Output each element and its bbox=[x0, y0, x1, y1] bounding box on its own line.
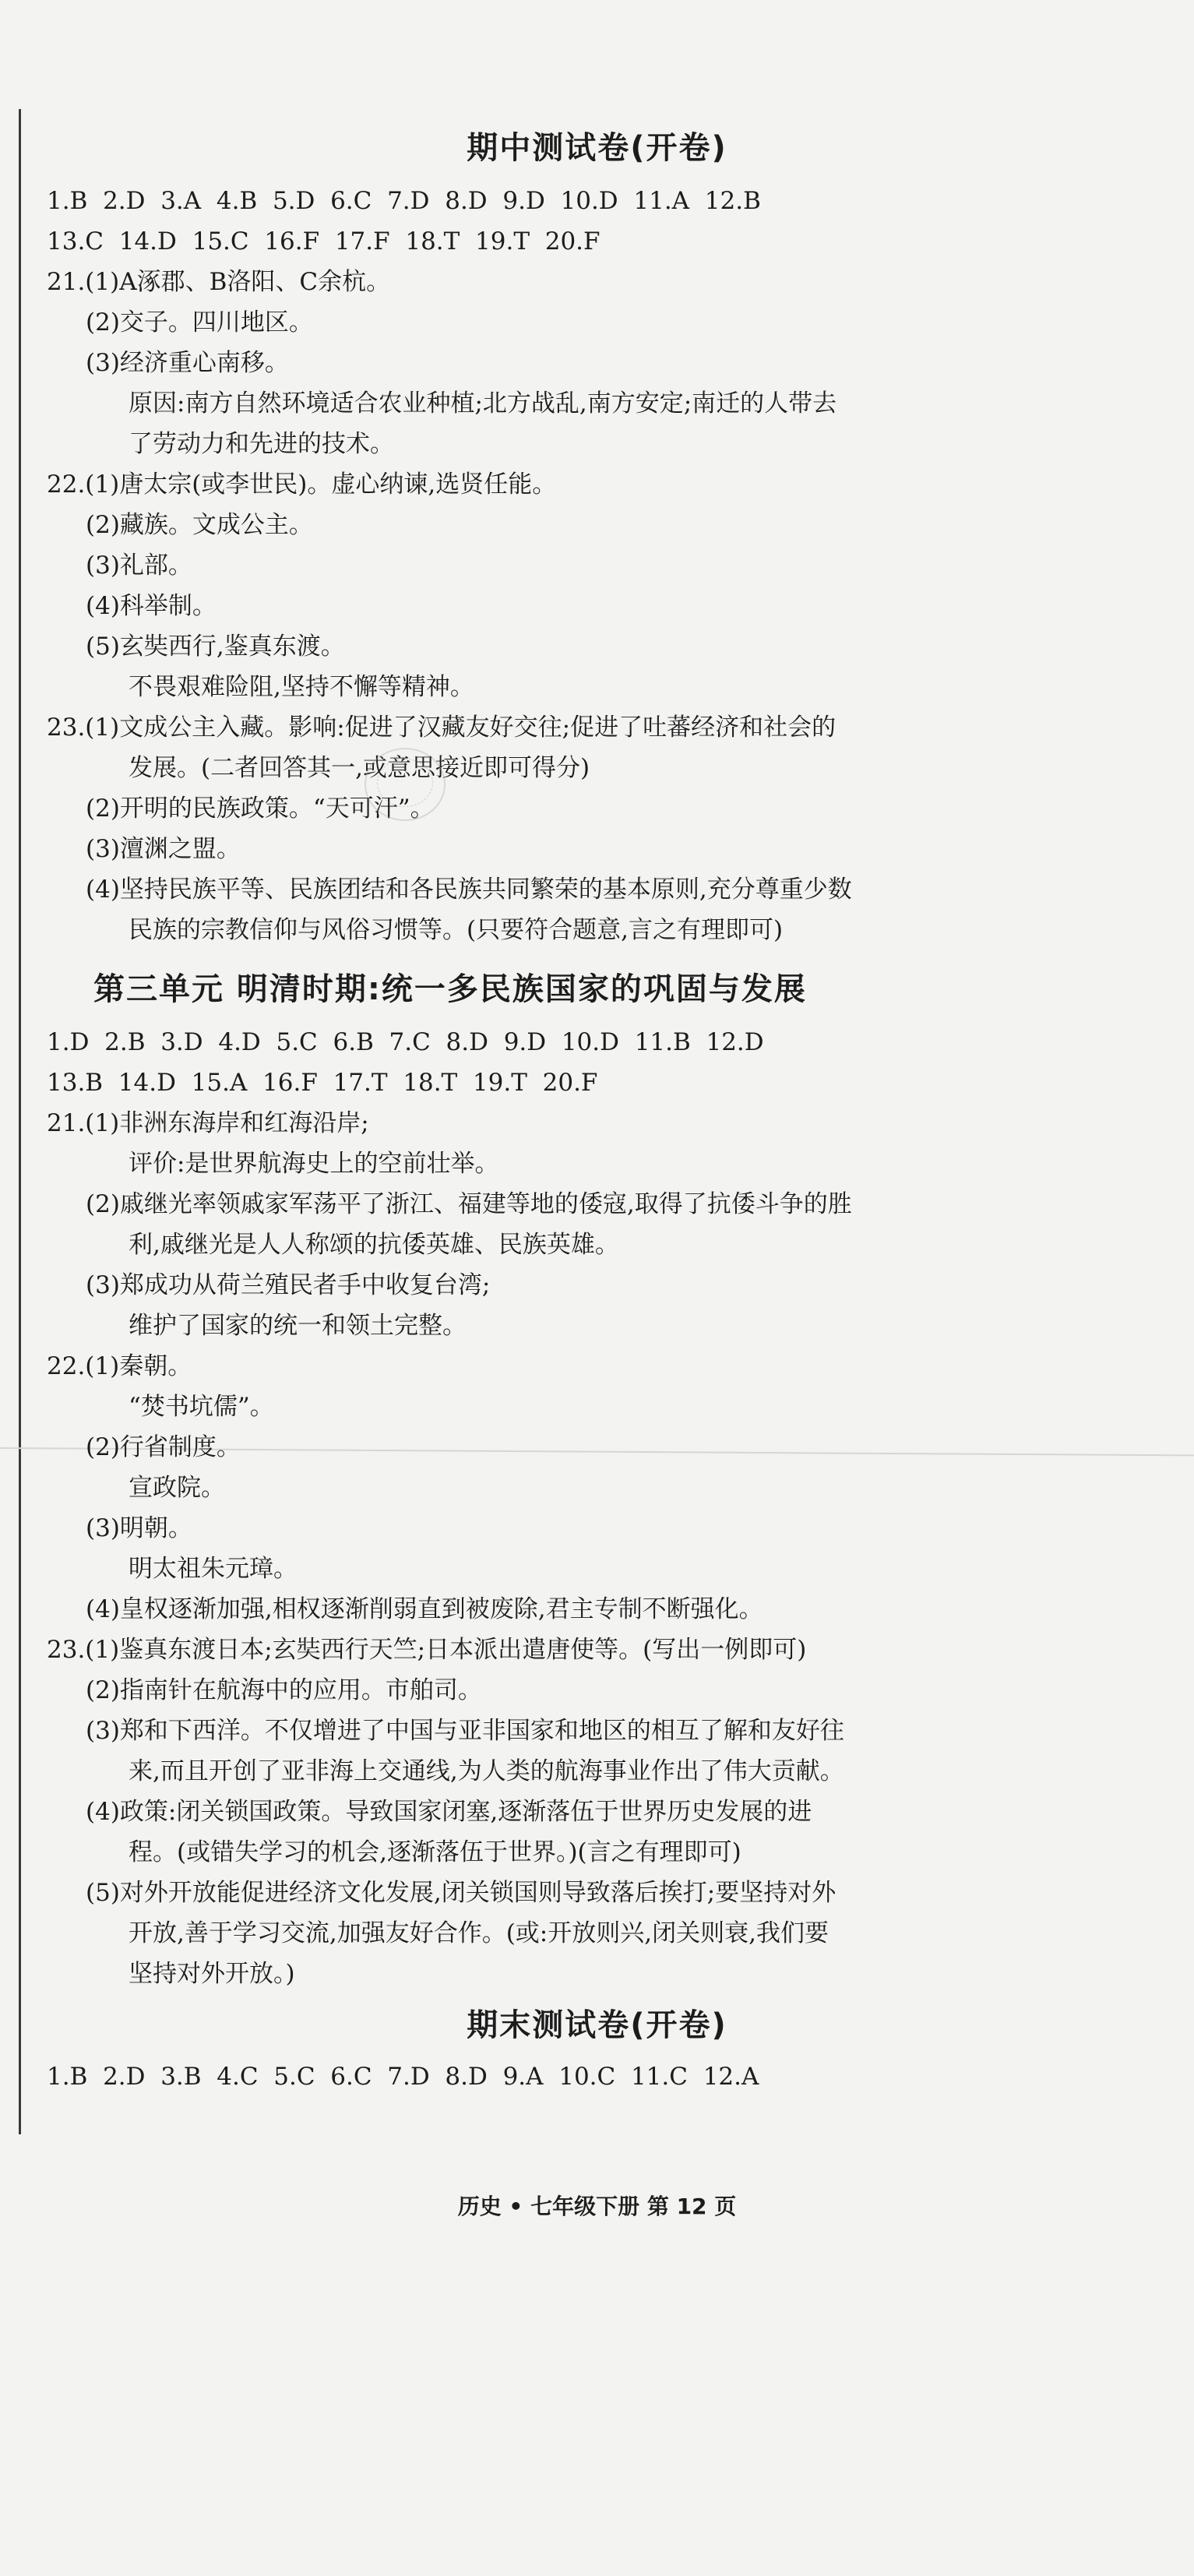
answer-line: (2)指南针在航海中的应用。市舶司。 bbox=[86, 1676, 482, 1704]
answer-line: (2)藏族。文成公主。 bbox=[86, 511, 313, 539]
answer-line: (3)郑成功从荷兰殖民者手中收复台湾; bbox=[86, 1271, 491, 1299]
answer-line: (2)开明的民族政策。“天可汗”。 bbox=[86, 795, 435, 823]
section-title-unit3: 第三单元 明清时期:统一多民族国家的巩固与发展 bbox=[93, 971, 807, 1007]
section-title-final: 期末测试卷(开卷) bbox=[467, 2007, 727, 2043]
answer-line: 坚持对外开放。) bbox=[129, 1960, 295, 1988]
answer-line: (3)澶渊之盟。 bbox=[86, 835, 241, 863]
section-title-midterm: 期中测试卷(开卷) bbox=[467, 130, 727, 166]
answer-line: (4)坚持民族平等、民族团结和各民族共同繁荣的基本原则,充分尊重少数 bbox=[86, 876, 852, 904]
answer-line: (3)明朝。 bbox=[86, 1514, 192, 1542]
answer-line: 评价:是世界航海史上的空前壮举。 bbox=[129, 1150, 499, 1178]
answer-line: (4)科举制。 bbox=[86, 592, 217, 620]
answer-line: 原因:南方自然环境适合农业种植;北方战乱,南方安定;南迁的人带去 bbox=[129, 389, 837, 418]
answer-line: (5)玄奘西行,鉴真东渡。 bbox=[86, 633, 345, 661]
answer-line: 发展。(二者回答其一,或意思接近即可得分) bbox=[129, 754, 590, 782]
answer-line: 来,而且开创了亚非海上交通线,为人类的航海事业作出了伟大贡献。 bbox=[129, 1757, 844, 1785]
answer-line: 1.D 2.B 3.D 4.D 5.C 6.B 7.C 8.D 9.D 10.D 11.B 12.D bbox=[47, 1028, 764, 1056]
answer-line: “焚书坑儒”。 bbox=[129, 1393, 274, 1421]
answer-line: 民族的宗教信仰与风俗习惯等。(只要符合题意,言之有理即可) bbox=[129, 916, 784, 944]
answer-line: (4)政策:闭关锁国政策。导致国家闭塞,逐渐落伍于世界历史发展的进 bbox=[86, 1798, 812, 1826]
answer-line: (3)经济重心南移。 bbox=[86, 349, 289, 377]
answer-line: 23.(1)鉴真东渡日本;玄奘西行天竺;日本派出遣唐使等。(写出一例即可) bbox=[47, 1636, 807, 1664]
watermark-seal bbox=[365, 748, 446, 821]
answer-line: (4)皇权逐渐加强,相权逐渐削弱直到被废除,君主专制不断强化。 bbox=[86, 1595, 763, 1623]
answer-line: (3)郑和下西洋。不仅增进了中国与亚非国家和地区的相互了解和友好往 bbox=[86, 1717, 844, 1745]
answer-line: 不畏艰难险阻,坚持不懈等精神。 bbox=[129, 673, 474, 701]
answer-line: 22.(1)秦朝。 bbox=[47, 1352, 192, 1380]
answer-line: (2)交子。四川地区。 bbox=[86, 308, 313, 337]
answer-line: (3)礼部。 bbox=[86, 551, 192, 580]
answer-line: 开放,善于学习交流,加强友好合作。(或:开放则兴,闭关则衰,我们要 bbox=[129, 1919, 829, 1947]
answer-line: 1.B 2.D 3.B 4.C 5.C 6.C 7.D 8.D 9.A 10.C 11.C 12.A bbox=[47, 2063, 759, 2091]
answer-line: 13.B 14.D 15.A 16.F 17.T 18.T 19.T 20.F bbox=[47, 1069, 598, 1097]
answer-line: 明太祖朱元璋。 bbox=[129, 1555, 298, 1583]
margin-rule bbox=[19, 109, 21, 2134]
page-footer: 历史 • 七年级下册 第 12 页 bbox=[457, 2194, 737, 2219]
answer-line: (2)行省制度。 bbox=[86, 1433, 241, 1461]
answer-line: 宣政院。 bbox=[129, 1474, 225, 1502]
answer-line: 21.(1)非洲东海岸和红海沿岸; bbox=[47, 1109, 369, 1137]
answer-line: (2)戚继光率领戚家军荡平了浙江、福建等地的倭寇,取得了抗倭斗争的胜 bbox=[86, 1190, 852, 1218]
answer-line: 了劳动力和先进的技术。 bbox=[129, 430, 394, 458]
answer-line: (5)对外开放能促进经济文化发展,闭关锁国则导致落后挨打;要坚持对外 bbox=[86, 1879, 837, 1907]
answer-line: 程。(或错失学习的机会,逐渐落伍于世界。)(言之有理即可) bbox=[129, 1838, 741, 1866]
answer-line: 21.(1)A涿郡、B洛阳、C余杭。 bbox=[47, 268, 391, 296]
answer-line: 维护了国家的统一和领土完整。 bbox=[129, 1312, 467, 1340]
answer-line: 1.B 2.D 3.A 4.B 5.D 6.C 7.D 8.D 9.D 10.D 11.A 12.B bbox=[47, 187, 761, 215]
answer-line: 22.(1)唐太宗(或李世民)。虚心纳谏,选贤任能。 bbox=[47, 470, 557, 499]
answer-line: 23.(1)文成公主入藏。影响:促进了汉藏友好交往;促进了吐蕃经济和社会的 bbox=[47, 714, 837, 742]
answer-line: 利,戚继光是人人称颂的抗倭英雄、民族英雄。 bbox=[129, 1231, 619, 1259]
answer-line: 13.C 14.D 15.C 16.F 17.F 18.T 19.T 20.F bbox=[47, 227, 601, 255]
